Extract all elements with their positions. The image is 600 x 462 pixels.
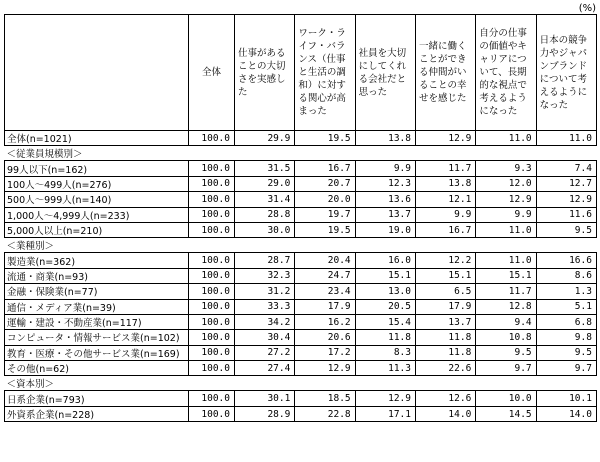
value-cell: 16.6 — [536, 253, 596, 268]
value-cell: 7.4 — [536, 161, 596, 176]
row-label: 外資系企業(n=228) — [5, 406, 189, 421]
value-cell: 100.0 — [189, 253, 235, 268]
value-cell: 13.7 — [355, 207, 415, 222]
value-cell: 9.3 — [476, 161, 536, 176]
value-cell: 27.2 — [235, 345, 295, 360]
value-cell: 12.3 — [355, 176, 415, 191]
row-label: 教育・医療・その他サービス業(n=169) — [5, 345, 189, 360]
value-cell: 17.2 — [295, 345, 355, 360]
value-cell: 18.5 — [295, 391, 355, 406]
value-cell: 19.0 — [355, 222, 415, 237]
table-row — [5, 222, 597, 237]
value-cell: 16.2 — [295, 314, 355, 329]
group-heading: ＜従業員規模別＞ — [6, 149, 83, 161]
value-cell: 100.0 — [189, 222, 235, 237]
table-row — [5, 284, 597, 299]
value-cell: 13.8 — [355, 131, 415, 146]
value-cell: 12.9 — [415, 131, 475, 146]
value-cell: 13.8 — [415, 176, 475, 191]
row-label: その他(n=62) — [5, 361, 189, 376]
value-cell: 100.0 — [189, 192, 235, 207]
value-cell: 28.8 — [235, 207, 295, 222]
table-row — [5, 131, 597, 146]
value-cell: 6.5 — [415, 284, 475, 299]
value-cell: 20.0 — [295, 192, 355, 207]
value-cell: 100.0 — [189, 299, 235, 314]
value-cell: 100.0 — [189, 361, 235, 376]
value-cell: 13.0 — [355, 284, 415, 299]
value-cell: 11.8 — [415, 345, 475, 360]
value-cell: 29.9 — [235, 131, 295, 146]
value-cell: 100.0 — [189, 284, 235, 299]
value-cell: 9.9 — [355, 161, 415, 176]
row-label: 100人～499人(n=276) — [5, 176, 189, 191]
row-label: 全体(n=1021) — [5, 131, 189, 146]
value-cell: 100.0 — [189, 406, 235, 421]
value-cell: 12.0 — [476, 176, 536, 191]
value-cell: 30.1 — [235, 391, 295, 406]
table-row — [5, 330, 597, 345]
table-row — [5, 253, 597, 268]
row-label: 5,000人以上(n=210) — [5, 222, 189, 237]
column-header: ワーク・ライフ・バランス（仕事と生活の調和）に対する関心が高まった — [295, 15, 355, 131]
row-label: 日系企業(n=793) — [5, 391, 189, 406]
value-cell: 22.6 — [415, 361, 475, 376]
table-row — [5, 268, 597, 283]
value-cell: 9.9 — [476, 207, 536, 222]
value-cell: 9.9 — [415, 207, 475, 222]
value-cell: 27.4 — [235, 361, 295, 376]
value-cell: 12.9 — [355, 391, 415, 406]
value-cell: 10.1 — [536, 391, 596, 406]
column-header: 自分の仕事の価値やキャリアについて、長期的な視点で考えるようになった — [476, 15, 536, 131]
column-header: 社員を大切にしてくれる会社だと思った — [355, 15, 415, 131]
table-row — [5, 176, 597, 191]
group-heading: ＜業種別＞ — [6, 241, 55, 253]
value-cell: 20.7 — [295, 176, 355, 191]
group-heading: ＜資本別＞ — [6, 379, 55, 391]
survey-results-table — [4, 14, 597, 422]
row-label: 1,000人～4,999人(n=233) — [5, 207, 189, 222]
value-cell: 9.5 — [476, 345, 536, 360]
value-cell: 29.0 — [235, 176, 295, 191]
value-cell: 100.0 — [189, 161, 235, 176]
value-cell: 12.9 — [476, 192, 536, 207]
value-cell: 22.8 — [295, 406, 355, 421]
value-cell: 10.0 — [476, 391, 536, 406]
value-cell: 9.7 — [536, 361, 596, 376]
value-cell: 12.8 — [476, 299, 536, 314]
value-cell: 19.5 — [295, 222, 355, 237]
value-cell: 17.9 — [295, 299, 355, 314]
value-cell: 16.0 — [355, 253, 415, 268]
value-cell: 16.7 — [295, 161, 355, 176]
table-row — [5, 361, 597, 376]
value-cell: 28.7 — [235, 253, 295, 268]
value-cell: 31.2 — [235, 284, 295, 299]
row-label: 99人以下(n=162) — [5, 161, 189, 176]
unit-label: (%) — [578, 3, 596, 14]
row-label: コンピュータ・情報サービス業(n=102) — [5, 330, 189, 345]
value-cell: 12.7 — [536, 176, 596, 191]
group-heading-row — [5, 146, 597, 161]
value-cell: 11.7 — [415, 161, 475, 176]
value-cell: 9.4 — [476, 314, 536, 329]
value-cell: 24.7 — [295, 268, 355, 283]
value-cell: 12.9 — [536, 192, 596, 207]
value-cell: 14.0 — [415, 406, 475, 421]
value-cell: 11.0 — [476, 131, 536, 146]
value-cell: 100.0 — [189, 330, 235, 345]
table-row — [5, 391, 597, 406]
value-cell: 13.6 — [355, 192, 415, 207]
value-cell: 5.1 — [536, 299, 596, 314]
value-cell: 13.7 — [415, 314, 475, 329]
row-label: 流通・商業(n=93) — [5, 268, 189, 283]
table-row — [5, 207, 597, 222]
value-cell: 100.0 — [189, 345, 235, 360]
value-cell: 17.9 — [415, 299, 475, 314]
value-cell: 28.9 — [235, 406, 295, 421]
value-cell: 100.0 — [189, 207, 235, 222]
group-heading-row — [5, 376, 597, 391]
row-label: 製造業(n=362) — [5, 253, 189, 268]
value-cell: 20.6 — [295, 330, 355, 345]
value-cell: 15.1 — [355, 268, 415, 283]
value-cell: 10.8 — [476, 330, 536, 345]
value-cell: 19.5 — [295, 131, 355, 146]
row-label: 金融・保険業(n=77) — [5, 284, 189, 299]
value-cell: 9.8 — [536, 330, 596, 345]
value-cell: 11.0 — [476, 253, 536, 268]
value-cell: 20.4 — [295, 253, 355, 268]
value-cell: 31.5 — [235, 161, 295, 176]
value-cell: 15.1 — [476, 268, 536, 283]
value-cell: 11.0 — [536, 131, 596, 146]
value-cell: 11.0 — [476, 222, 536, 237]
value-cell: 100.0 — [189, 176, 235, 191]
value-cell: 31.4 — [235, 192, 295, 207]
table-row — [5, 299, 597, 314]
value-cell: 11.7 — [476, 284, 536, 299]
table-row — [5, 406, 597, 421]
table-row — [5, 161, 597, 176]
row-label: 500人～999人(n=140) — [5, 192, 189, 207]
value-cell: 12.2 — [415, 253, 475, 268]
column-header: 一緒に働くことができる仲間がいることの幸せを感じた — [415, 15, 475, 131]
column-header-total: 全体 — [189, 15, 235, 131]
value-cell: 30.4 — [235, 330, 295, 345]
column-header: 仕事があることの大切さを実感した — [235, 15, 295, 131]
value-cell: 19.7 — [295, 207, 355, 222]
value-cell: 11.8 — [415, 330, 475, 345]
header-row — [5, 15, 597, 131]
group-heading-row — [5, 238, 597, 253]
table-row — [5, 314, 597, 329]
row-label: 通信・メディア業(n=39) — [5, 299, 189, 314]
value-cell: 15.1 — [415, 268, 475, 283]
value-cell: 9.7 — [476, 361, 536, 376]
value-cell: 34.2 — [235, 314, 295, 329]
value-cell: 15.4 — [355, 314, 415, 329]
value-cell: 11.6 — [536, 207, 596, 222]
value-cell: 30.0 — [235, 222, 295, 237]
value-cell: 23.4 — [295, 284, 355, 299]
value-cell: 100.0 — [189, 131, 235, 146]
value-cell: 8.6 — [536, 268, 596, 283]
value-cell: 9.5 — [536, 345, 596, 360]
value-cell: 17.1 — [355, 406, 415, 421]
value-cell: 32.3 — [235, 268, 295, 283]
value-cell: 1.3 — [536, 284, 596, 299]
value-cell: 11.3 — [355, 361, 415, 376]
value-cell: 33.3 — [235, 299, 295, 314]
value-cell: 14.5 — [476, 406, 536, 421]
value-cell: 11.8 — [355, 330, 415, 345]
value-cell: 6.8 — [536, 314, 596, 329]
value-cell: 9.5 — [536, 222, 596, 237]
value-cell: 20.5 — [355, 299, 415, 314]
value-cell: 100.0 — [189, 268, 235, 283]
table-row — [5, 345, 597, 360]
value-cell: 12.1 — [415, 192, 475, 207]
value-cell: 14.0 — [536, 406, 596, 421]
row-label: 運輸・建設・不動産業(n=117) — [5, 314, 189, 329]
value-cell: 12.9 — [295, 361, 355, 376]
header-corner — [5, 15, 189, 131]
value-cell: 100.0 — [189, 391, 235, 406]
column-header: 日本の競争力やジャパンブランドについて考えるようになった — [536, 15, 596, 131]
value-cell: 100.0 — [189, 314, 235, 329]
value-cell: 8.3 — [355, 345, 415, 360]
table-row — [5, 192, 597, 207]
value-cell: 16.7 — [415, 222, 475, 237]
value-cell: 12.6 — [415, 391, 475, 406]
